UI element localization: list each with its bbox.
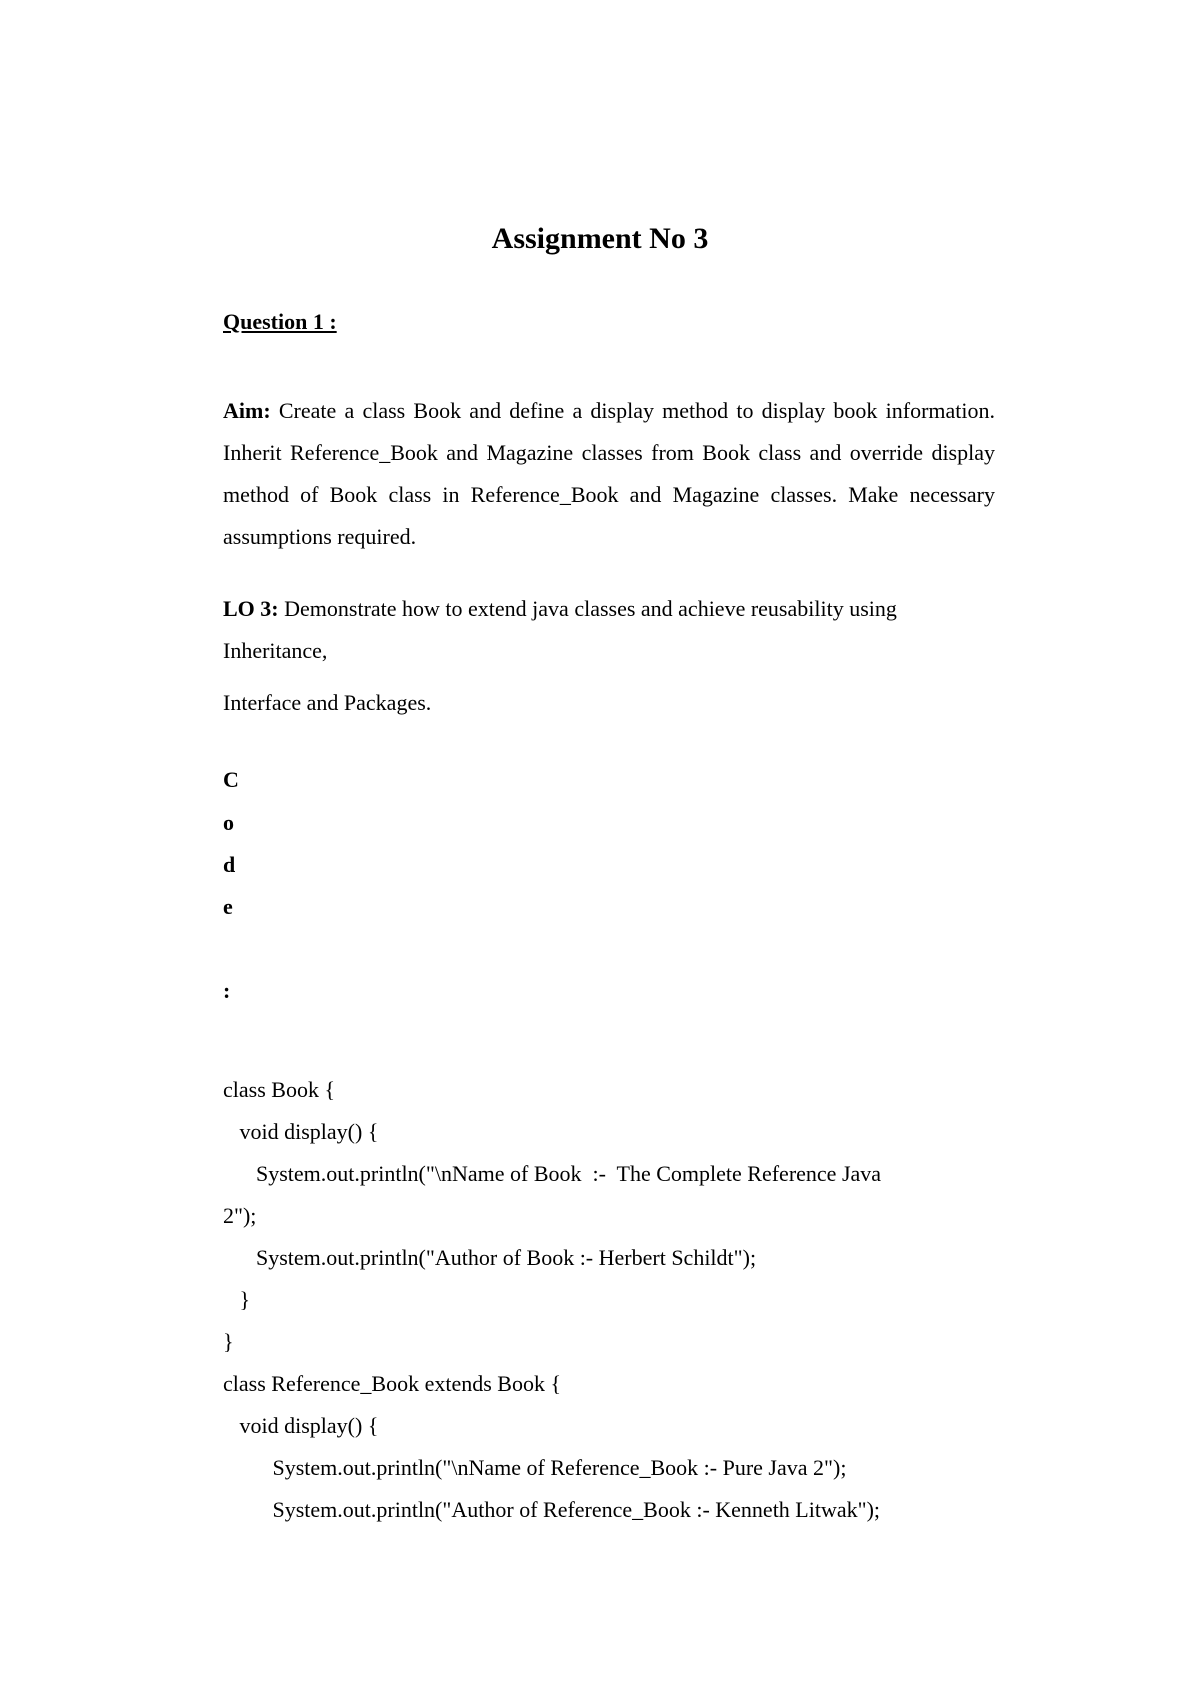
code-label-letter: o	[223, 810, 234, 835]
lo-continuation: Interface and Packages.	[223, 690, 432, 715]
code-line: class Reference_Book extends Book {	[223, 1371, 562, 1396]
code-line: }	[223, 1287, 251, 1312]
code-label-letter: d	[223, 852, 236, 877]
code-line: System.out.println("Author of Book :- Herbert Schildt");	[223, 1245, 757, 1270]
code-line: 2");	[223, 1203, 257, 1228]
code-line: System.out.println("Author of Reference_Book :- Kenneth Litwak");	[223, 1497, 881, 1522]
aim-paragraph	[223, 390, 995, 558]
code-label-letter: e	[223, 894, 233, 919]
lo-paragraph	[223, 588, 995, 672]
lo-label: LO 3:	[223, 596, 279, 621]
code-line: System.out.println("\nName of Reference_Book :- Pure Java 2");	[223, 1455, 847, 1480]
code-line: }	[223, 1329, 234, 1354]
code-line: System.out.println("\nName of Book :- The Complete Reference Java	[223, 1161, 882, 1186]
question-heading: Question 1 :	[223, 309, 337, 334]
aim-label: Aim:	[223, 398, 271, 423]
code-label-letter: C	[223, 767, 239, 792]
code-line: class Book {	[223, 1077, 335, 1102]
lo-text: Demonstrate how to extend java classes and achieve reusability using Inheritance,	[223, 596, 897, 663]
code-label-letter: :	[223, 978, 231, 1003]
code-line: void display() {	[223, 1413, 379, 1438]
code-line: void display() {	[223, 1119, 379, 1144]
page-title: Assignment No 3	[491, 222, 709, 255]
aim-text: Create a class Book and define a display method to display book information. Inherit Reference_Book and Magazine classes from Book class and override display method of Book class in Reference_Book and Magazine classes. Make necessary assumptions required.	[223, 398, 996, 549]
